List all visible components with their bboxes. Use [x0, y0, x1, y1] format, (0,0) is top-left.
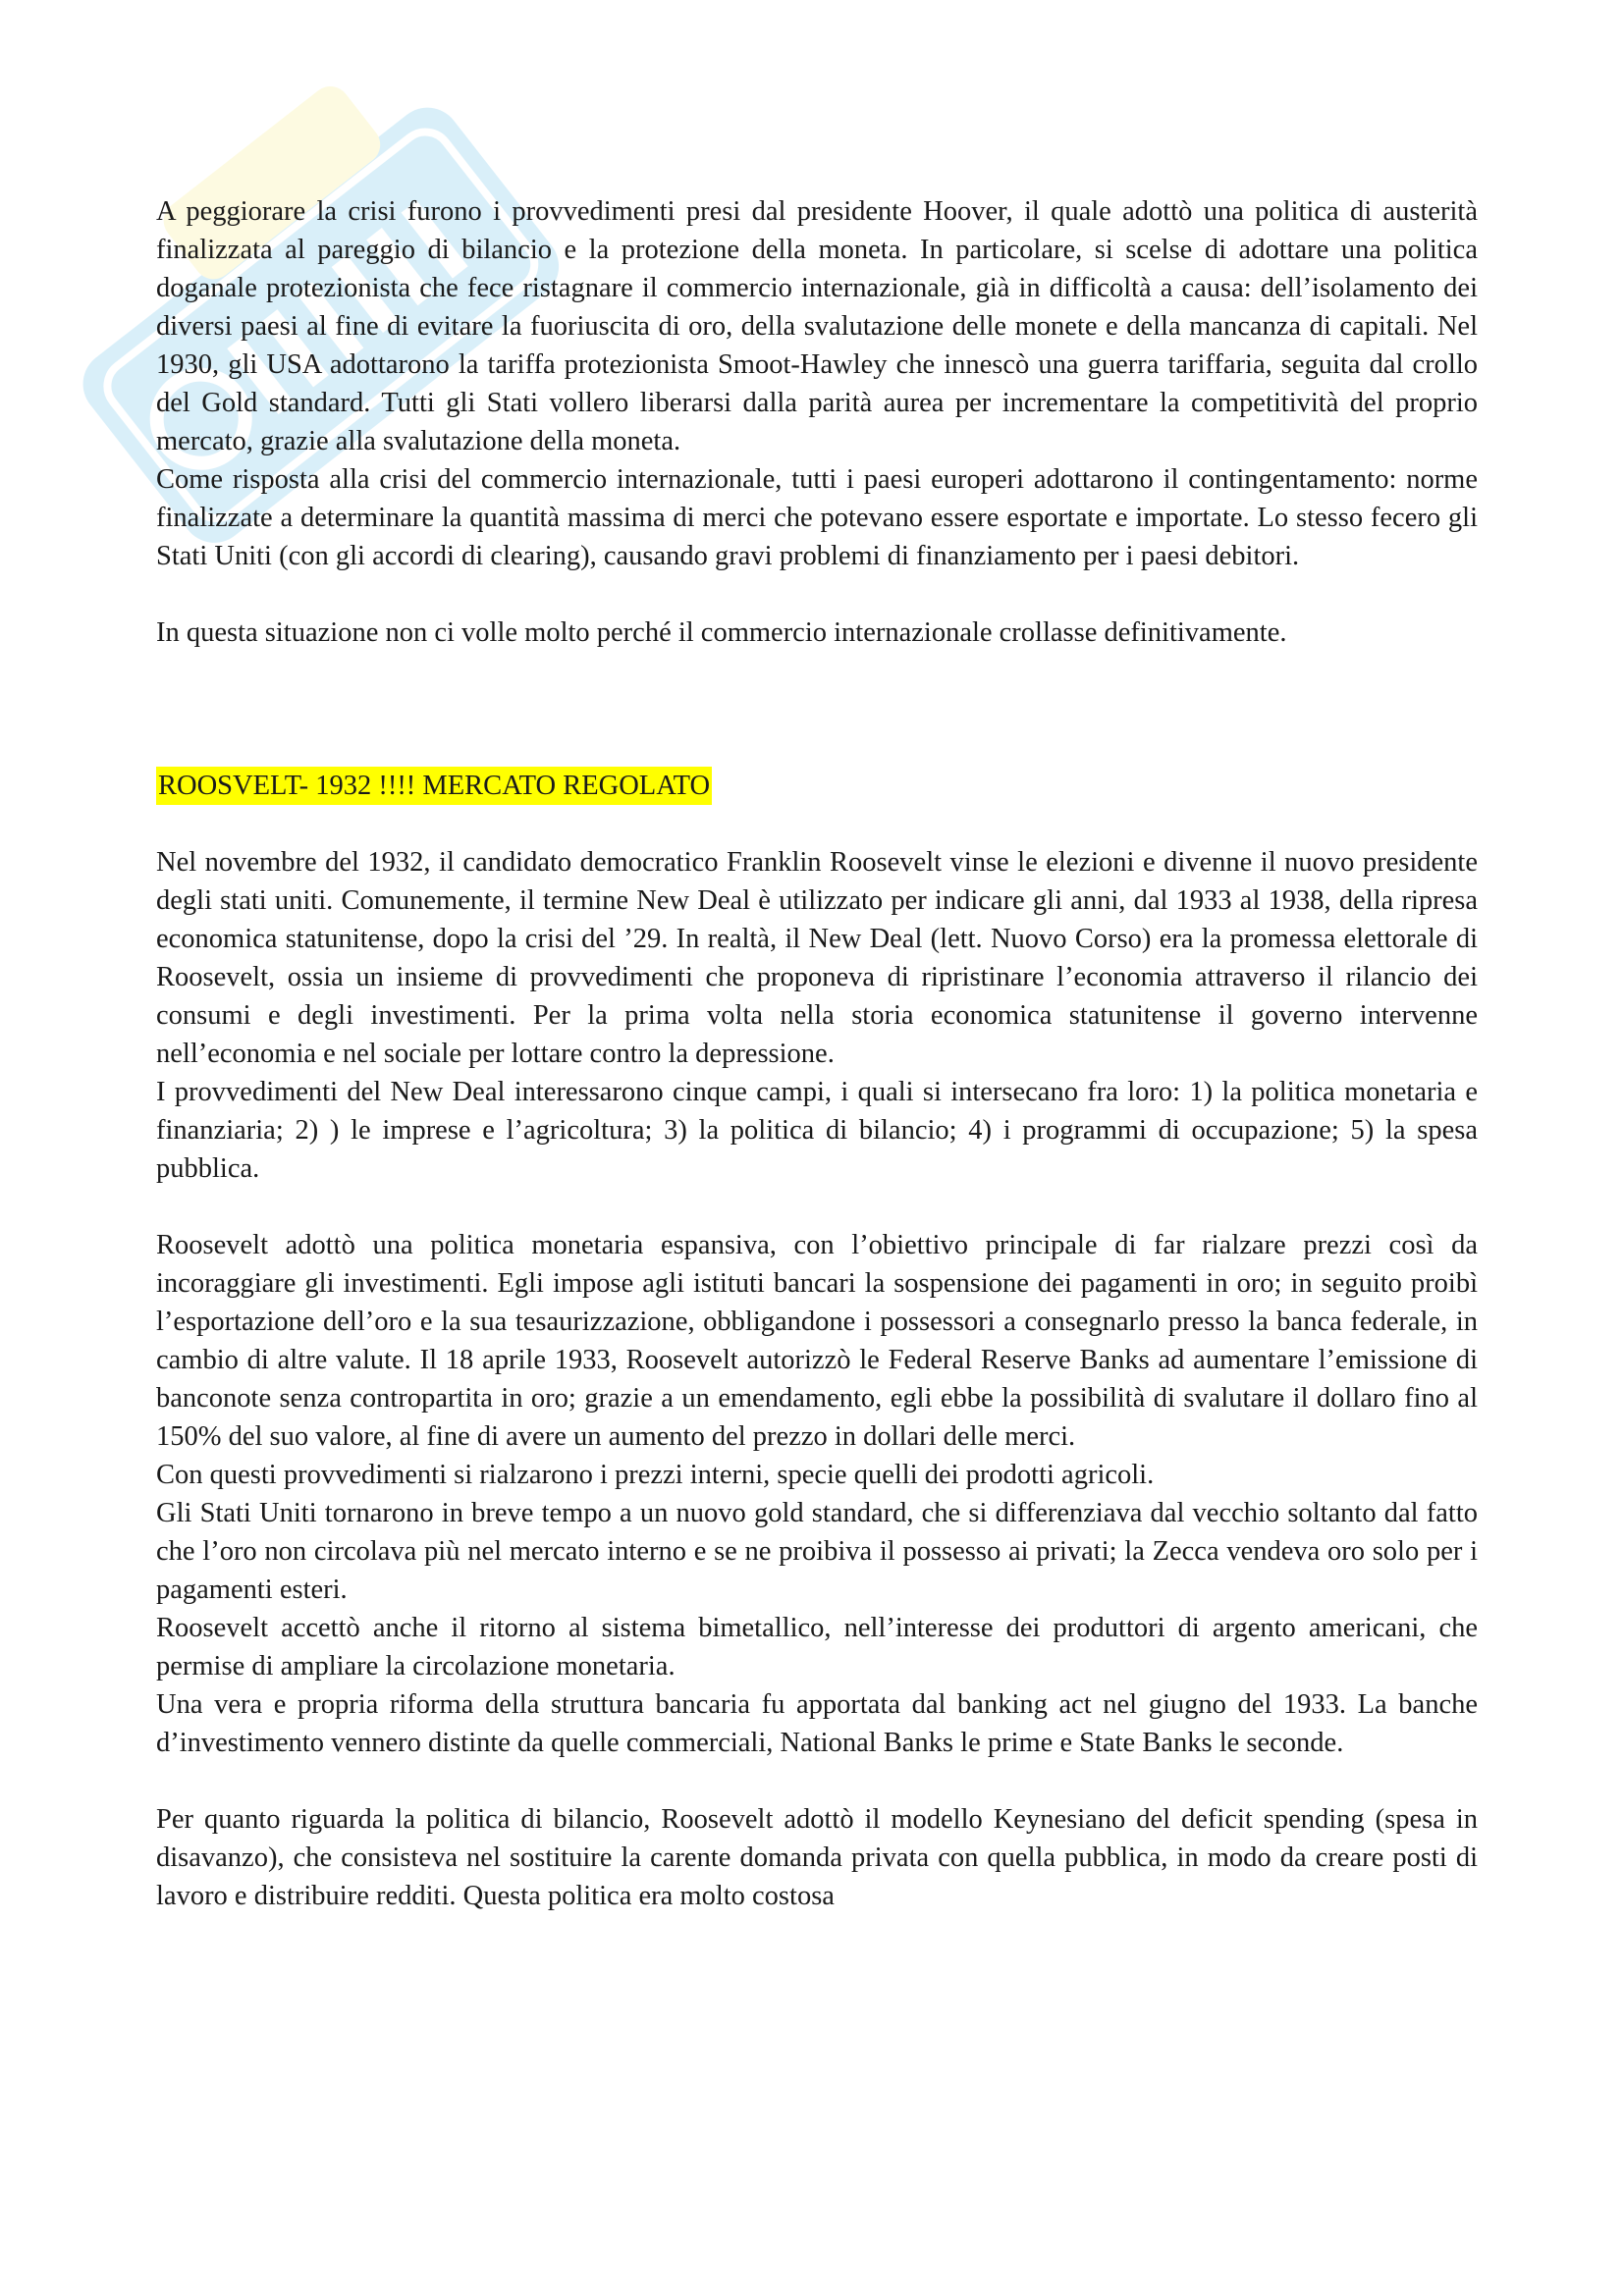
section-heading: ROOSVELT- 1932 !!!! MERCATO REGOLATO	[156, 767, 712, 805]
new-deal-section	[156, 843, 1478, 1188]
monetary-policy-section	[156, 1226, 1478, 1762]
intro-section	[156, 192, 1478, 575]
paragraph: Nel novembre del 1932, il candidato democratico Franklin Roosevelt vinse le elezioni e divenne il nuovo presidente degli stati uniti. Comunemente, il termine New Deal è utilizzato per indicare gli anni, dal 1933 al 1938, della ripresa economica statunitense, dopo la crisi del ’29. In realtà, il New Deal (lett. Nuovo Corso) era la promessa elettorale di Roosevelt, ossia un insieme di provvedimenti che proponeva di ripristinare l’economia attraverso il rilancio dei consumi e degli investimenti. Per la prima volta nella storia economica statunitense il governo intervenne nell’economia e nel sociale per lottare contro la depressione.	[156, 847, 1478, 1069]
section-heading-wrap	[156, 767, 1478, 805]
paragraph: Una vera e propria riforma della struttura bancaria fu apportata dal banking act nel giugno del 1933. La banche d’investimento vennero distinte da quelle commerciali, National Banks le prime e State Banks le seconde.	[156, 1689, 1478, 1758]
paragraph: Per quanto riguarda la politica di bilancio, Roosevelt adottò il modello Keynesiano del deficit spending (spesa in disavanzo), che consisteva nel sostituire la carente domanda privata con quella pubblica, in modo da creare posti di lavoro e distribuire redditi. Questa politica era molto costosa	[156, 1804, 1478, 1911]
paragraph: A peggiorare la crisi furono i provvedimenti presi dal presidente Hoover, il quale adottò una politica di austerità finalizzata al pareggio di bilancio e la protezione della moneta. In particolare, si scelse di adottare una politica doganale protezionista che fece ristagnare il commercio internazionale, già in difficoltà a causa: dell’isolamento dei diversi paesi al fine di evitare la fuoriuscita di oro, della svalutazione delle monete e della mancanza di capitali. Nel 1930, gli USA adottarono la tariffa protezionista Smoot-Hawley che innescò una guerra tariffaria, seguita dal crollo del Gold standard. Tutti gli Stati vollero liberarsi dalla parità aurea per incrementare la competitività del proprio mercato, grazie alla svalutazione della moneta.	[156, 196, 1478, 456]
budget-policy-section	[156, 1800, 1478, 1915]
paragraph: Come risposta alla crisi del commercio internazionale, tutti i paesi europeri adottarono il contingentamento: norme finalizzate a determinare la quantità massima di merci che potevano essere esportate e importate. Lo stesso fecero gli Stati Uniti (con gli accordi di clearing), causando gravi problemi di finanziamento per i paesi debitori.	[156, 464, 1478, 571]
paragraph: I provvedimenti del New Deal interessarono cinque campi, i quali si intersecano fra loro: 1) la politica monetaria e finanziaria; 2) ) le imprese e l’agricoltura; 3) la politica di bilancio; 4) i programmi di occupazione; 5) la spesa pubblica.	[156, 1077, 1478, 1184]
paragraph: Roosevelt accettò anche il ritorno al sistema bimetallico, nell’interesse dei produttori di argento americani, che permise di ampliare la circolazione monetaria.	[156, 1613, 1478, 1682]
paragraph: Con questi provvedimenti si rialzarono i prezzi interni, specie quelli dei prodotti agricoli.	[156, 1460, 1155, 1490]
paragraph: Gli Stati Uniti tornarono in breve tempo a un nuovo gold standard, che si differenziava dal vecchio soltanto dal fatto che l’oro non circolava più nel mercato interno e se ne proibiva il possesso ai privati; la Zecca vendeva oro solo per i pagamenti esteri.	[156, 1498, 1478, 1605]
paragraph: In questa situazione non ci volle molto perché il commercio internazionale crollasse definitivamente.	[156, 617, 1287, 648]
paragraph: Roosevelt adottò una politica monetaria espansiva, con l’obiettivo principale di far rialzare prezzi così da incoraggiare gli investimenti. Egli impose agli istituti bancari la sospensione dei pagamenti in oro; in seguito proibì l’esportazione dell’oro e la sua tesaurizzazione, obbligandone i possessori a consegnarlo presso la banca federale, in cambio di altre valute. Il 18 aprile 1933, Roosevelt autorizzò le Federal Reserve Banks ad aumentare l’emissione di banconote senza contropartita in oro; grazie a un emendamento, egli ebbe la possibilità di svalutare il dollaro fino al 150% del suo valore, al fine di avere un aumento del prezzo in dollari delle merci.	[156, 1230, 1478, 1452]
conclusion-section	[156, 614, 1478, 652]
document-body	[156, 192, 1478, 1915]
